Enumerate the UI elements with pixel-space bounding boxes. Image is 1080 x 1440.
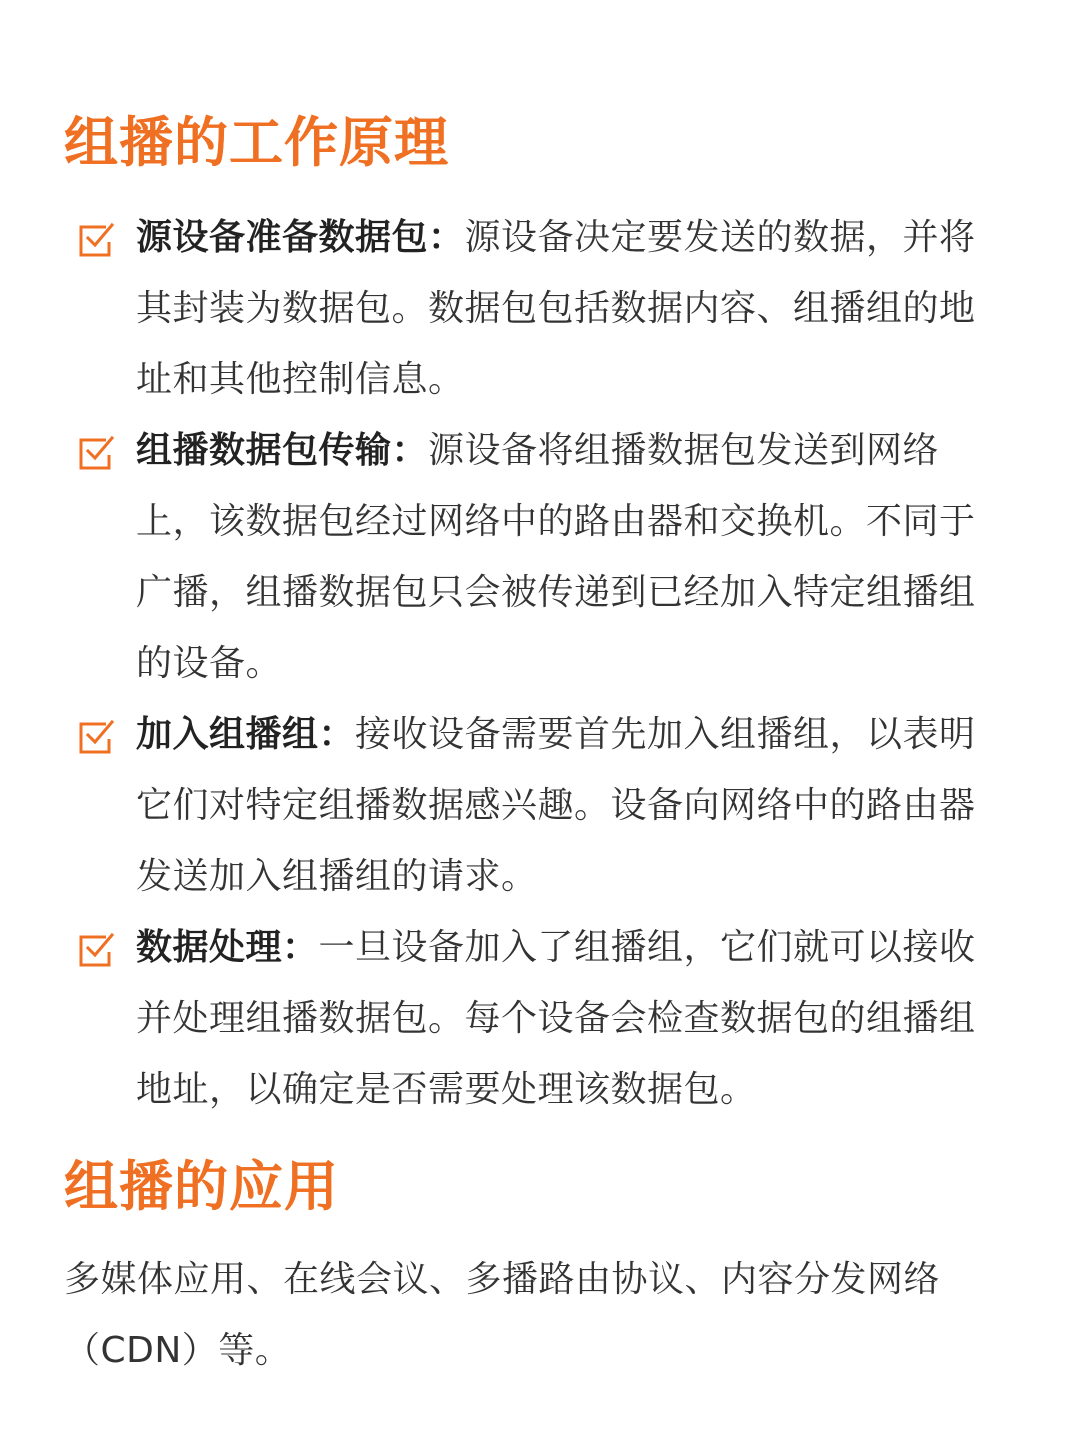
step-title: 源设备准备数据包 xyxy=(136,217,429,258)
heading-application: 组播的应用 xyxy=(64,1155,339,1218)
step-body: 接收设备需要首先加入组播组，以表明它们对特定组播数据感兴趣。设备向网络中的路由器发送加入组播组的请求。 xyxy=(136,714,976,897)
step-title: 加入组播组 xyxy=(136,714,319,755)
application-text: 多媒体应用、在线会议、多播路由协议、内容分发网络（CDN）等。 xyxy=(64,1259,941,1371)
step-title: 组播数据包传输 xyxy=(136,430,392,471)
heading-principle: 组播的工作原理 xyxy=(64,111,449,174)
step-separator: ： xyxy=(282,927,319,968)
step-body: 一旦设备加入了组播组，它们就可以接收并处理组播数据包。每个设备会检查数据包的组播组地址，以确定是否需要处理该数据包。 xyxy=(136,927,976,1110)
principle-checklist xyxy=(0,202,1080,1125)
step-title: 数据处理 xyxy=(136,927,283,968)
step-body: 源设备决定要发送的数据，并将其封装为数据包。数据包包括数据内容、组播组的地址和其他控制信息。 xyxy=(136,217,976,400)
list-item xyxy=(0,699,986,912)
step-body: 源设备将组播数据包发送到网络上，该数据包经过网络中的路由器和交换机。不同于广播，组播数据包只会被传递到已经加入特定组播组的设备。 xyxy=(136,430,976,684)
checkbox-check-icon xyxy=(76,433,116,473)
step-separator: ： xyxy=(391,430,429,471)
list-item xyxy=(0,202,986,415)
checkbox-check-icon xyxy=(76,220,116,260)
list-item xyxy=(0,912,986,1125)
list-item xyxy=(0,415,986,699)
checkbox-check-icon xyxy=(76,930,116,970)
checkbox-check-icon xyxy=(76,717,116,757)
step-separator: ： xyxy=(428,217,465,258)
step-separator: ： xyxy=(318,714,356,755)
